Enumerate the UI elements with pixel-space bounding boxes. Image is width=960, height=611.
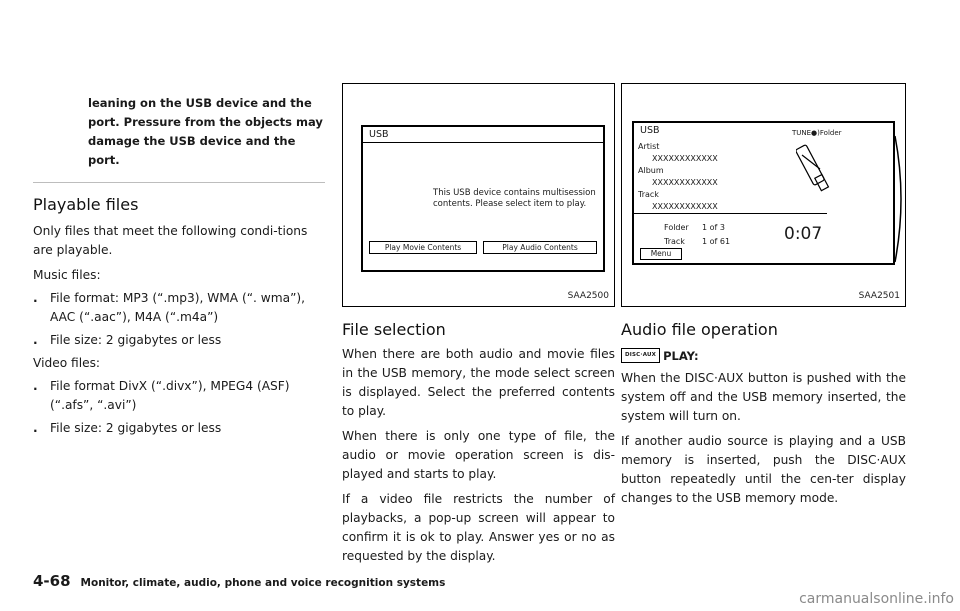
track-count-label: Track [664, 237, 685, 246]
figure-code: SAA2500 [567, 291, 609, 301]
artist-label: Artist [638, 142, 660, 151]
paragraph: If a video file restricts the number of playbacks, a pop-up screen will appear to confirm it is ok to play. Answer yes or no as requested by the display. [342, 492, 615, 563]
track-count-value: 1 of 61 [702, 237, 731, 246]
page-number: 4-68 [33, 572, 71, 590]
usb-select-screen [361, 125, 605, 272]
menu-button[interactable]: Menu [640, 248, 682, 260]
note-divider [33, 182, 325, 183]
usb-stick-icon [796, 139, 832, 201]
artist-value: XXXXXXXXXXXX [652, 154, 718, 163]
music-files-label: Music files: [33, 268, 101, 282]
play-label: PLAY: [663, 349, 699, 363]
elapsed-time: 0:07 [784, 224, 823, 244]
watermark-text: carmanualsonline.info [799, 591, 954, 607]
play-audio-contents-button[interactable]: Play Audio Contents [483, 241, 597, 254]
column-middle [342, 0, 615, 566]
section-title: Monitor, climate, audio, phone and voice recognition systems [80, 577, 446, 589]
audio-file-operation-heading: Audio file operation [621, 320, 778, 339]
usb-audio-screen [632, 121, 895, 265]
column-right [621, 0, 906, 508]
paragraph: When there are both audio and movie files in the USB memory, the mode select screen is displayed. Select the preferred contents to play. [342, 347, 615, 418]
folder-label: Folder [664, 223, 689, 232]
multisession-message: This USB device contains multisession contents. Please select item to play. [433, 188, 596, 209]
track-value: XXXXXXXXXXXX [652, 202, 718, 211]
play-movie-contents-button[interactable]: Play Movie Contents [369, 241, 477, 254]
column-left [33, 0, 325, 442]
list-item: . File format DivX (“.divx”), MPEG4 (ASF) (“.afs”, “.avi”) [33, 379, 290, 412]
paragraph: When the DISC·AUX button is pushed with the system off and the USB memory inserted, the system will turn on. [621, 371, 906, 423]
figure-code: SAA2501 [858, 291, 900, 301]
paragraph: If another audio source is playing and a USB memory is inserted, push the DISC·AUX button repeatedly until the cen-ter display changes to the USB memory mode. [621, 434, 906, 505]
list-item: . File size: 2 gigabytes or less [33, 421, 222, 435]
file-selection-heading: File selection [342, 320, 446, 339]
video-files-list [33, 377, 325, 438]
play-row [621, 348, 906, 363]
page-footer [33, 572, 445, 590]
playable-files-intro: Only files that meet the following condi-tions are playable. [33, 224, 308, 257]
caution-note-text: leaning on the USB device and the port. Pressure from the objects may damage the USB device and the port. [88, 96, 323, 167]
list-item: . File format: MP3 (“.mp3), WMA (“. wma”), AAC (“.aac”), M4A (“.m4a”) [33, 291, 306, 324]
folder-value: 1 of 3 [702, 223, 725, 232]
figure-saa2500 [342, 83, 615, 307]
album-value: XXXXXXXXXXXX [652, 178, 718, 187]
disc-aux-button-icon: DISC·AUX [621, 348, 660, 363]
screen-edge-arc [893, 134, 907, 264]
screen-title: USB [369, 129, 389, 140]
video-files-label: Video files: [33, 356, 101, 370]
music-files-list [33, 289, 325, 350]
playable-files-heading: Playable files [33, 195, 139, 214]
tune-folder-label: TUNE●)Folder [792, 129, 842, 137]
album-label: Album [638, 166, 664, 175]
list-item: . File size: 2 gigabytes or less [33, 333, 222, 347]
figure-saa2501 [621, 83, 906, 307]
paragraph: When there is only one type of file, the audio or movie operation screen is dis-played and starts to play. [342, 429, 615, 481]
track-label: Track [638, 190, 659, 199]
screen-title: USB [640, 125, 660, 136]
